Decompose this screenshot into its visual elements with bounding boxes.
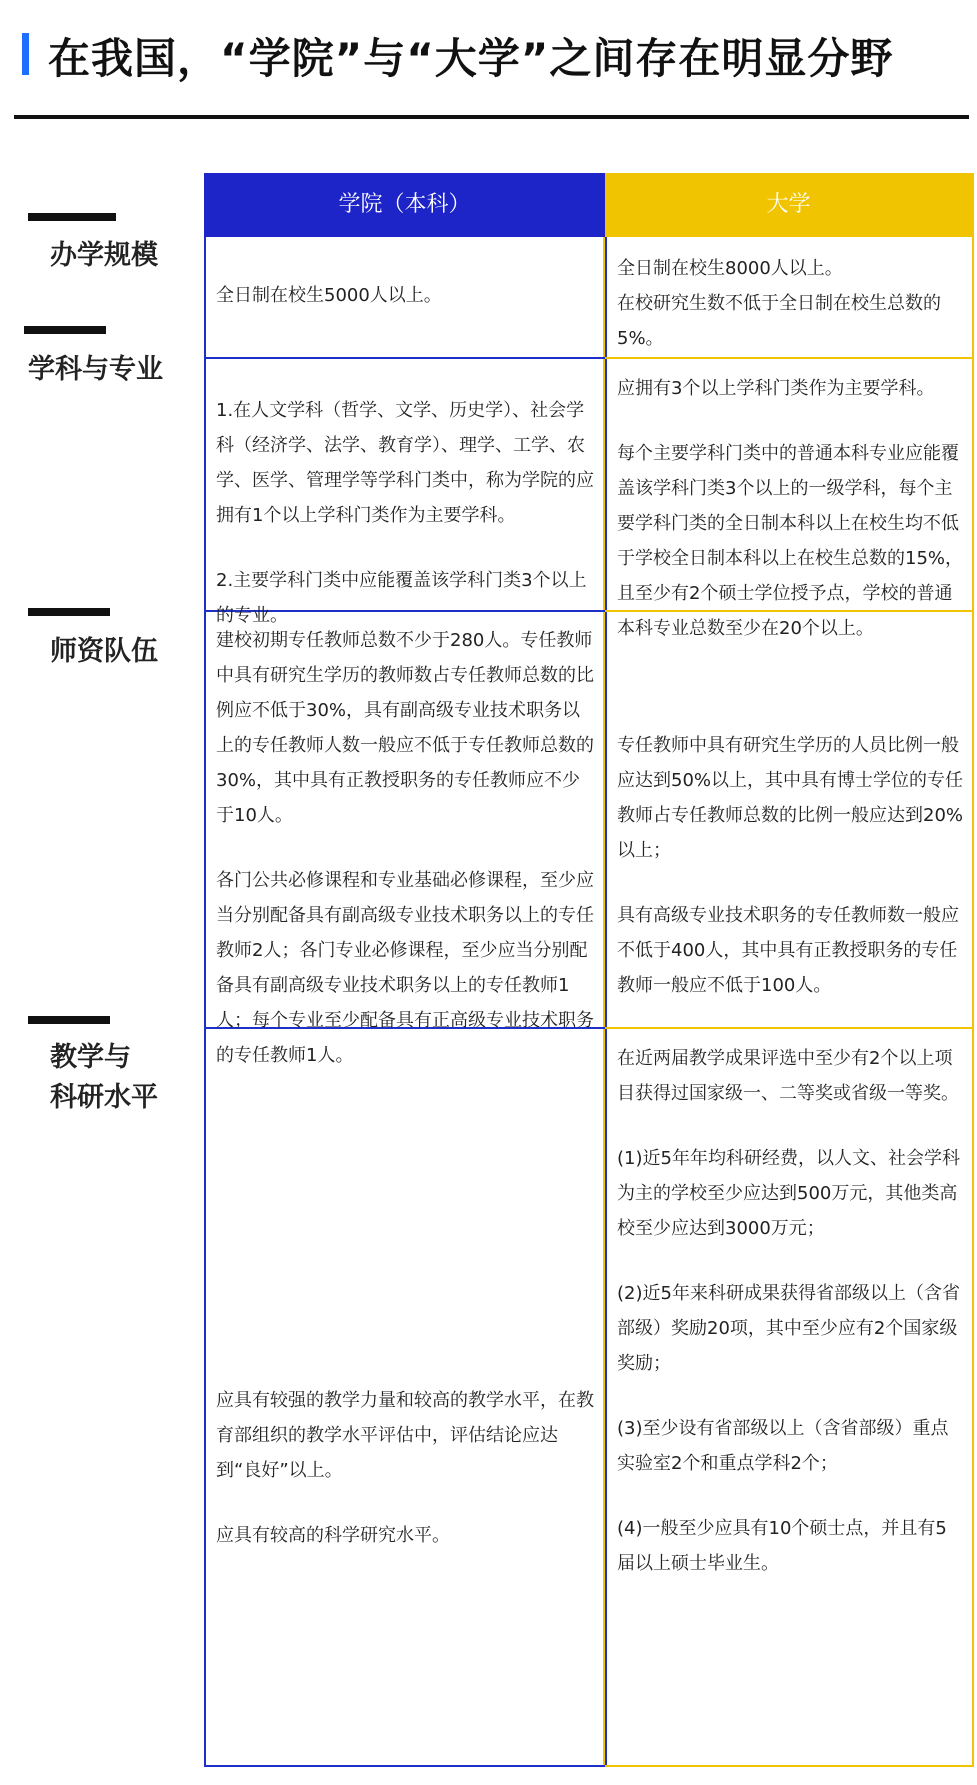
cell-discipline-college xyxy=(216,393,594,633)
title-divider xyxy=(14,115,969,119)
cell-text: 专任教师中具有研究生学历的人员比例一般应达到50%以上，其中具有博士学位的专任教师占专任教师总数的比例一般应达到20%以上； xyxy=(617,735,964,861)
row-marker-faculty xyxy=(28,608,110,616)
college-header: 学院（本科） xyxy=(204,173,605,237)
cell-text: 1.在人文学科（哲学、文学、历史学）、社会学科（经济学、法学、教育学）、理学、工学、农学、医学、管理学等学科门类中，称为学院的应拥有1个以上学科门类作为主要学科。 xyxy=(216,400,594,526)
cell-faculty-college xyxy=(216,623,594,1073)
cell-discipline-university xyxy=(617,371,963,646)
row-label-teaching-line-2: 科研水平 xyxy=(50,1082,158,1113)
row-label-teaching xyxy=(50,1038,158,1118)
cell-text: 应具有较强的教学力量和较高的教学水平，在教育部组织的教学水平评估中，评估结论应达到“良好”以上。 xyxy=(216,1390,594,1481)
row-divider xyxy=(605,357,972,359)
page-title: 在我国，“学院”与“大学”之间存在明显分野 xyxy=(48,34,894,83)
row-marker-discipline xyxy=(24,326,106,334)
cell-text: (2)近5年来科研成果获得省部级以上（含省部级）奖励20项，其中至少应有2个国家级奖励； xyxy=(617,1283,960,1374)
row-divider xyxy=(605,1027,972,1029)
comparison-table xyxy=(204,173,970,1767)
cell-text: 各门公共必修课程和专业基础必修课程，至少应当分别配备具有副高级专业技术职务以上的专任教师2人；各门专业必修课程，至少应当分别配备具有副高级专业技术职务以上的专任教师1人；每个专业至少配备具有正高级专业技术职务的专任教师1人。 xyxy=(216,870,594,1066)
cell-text: 每个主要学科门类中的普通本科专业应能覆盖该学科门类3个以上的一级学科，每个主要学科门类的全日制本科以上在校生均不低于学校全日制本科以上在校生总数的15%，且至少有2个硕士学位授予点，学校的普通本科专业总数至少在20个以上。 xyxy=(617,443,964,639)
row-divider xyxy=(204,1765,605,1767)
cell-text: 全日制在校生5000人以上。 xyxy=(216,285,442,306)
title-accent-bar xyxy=(22,33,29,75)
cell-text: 2.主要学科门类中应能覆盖该学科门类3个以上的专业。 xyxy=(216,570,587,626)
row-label-scale: 办学规模 xyxy=(50,240,158,271)
row-divider xyxy=(204,357,605,359)
cell-text: 建校初期专任教师总数不少于280人。专任教师中具有研究生学历的教师数占专任教师总数的比例应不低于30%，具有副高级专业技术职务以上的专任教师人数一般应不低于专任教师总数的30%，其中具有正教授职务的专任教师应不少于10人。 xyxy=(216,630,594,826)
cell-text: (4)一般至少应具有10个硕士点，并且有5届以上硕士毕业生。 xyxy=(617,1518,947,1574)
cell-text: 在校研究生数不低于全日制在校生总数的5%。 xyxy=(617,293,941,349)
row-marker-scale xyxy=(28,213,116,221)
row-label-faculty: 师资队伍 xyxy=(50,636,158,667)
cell-text: 应拥有3个以上学科门类作为主要学科。 xyxy=(617,378,935,399)
cell-text: 应具有较高的科学研究水平。 xyxy=(216,1525,450,1546)
cell-text: 具有高级专业技术职务的专任教师数一般应不低于400人，其中具有正教授职务的专任教师一般应不低于100人。 xyxy=(617,905,959,996)
cell-text: 全日制在校生8000人以上。 xyxy=(617,258,843,279)
cell-text: (1)近5年年均科研经费，以人文、社会学科为主的学校至少应达到500万元，其他类高校至少应达到3000万元； xyxy=(617,1148,960,1239)
university-header: 大学 xyxy=(605,173,972,237)
row-divider xyxy=(605,1765,972,1767)
cell-teaching-university xyxy=(617,1041,963,1581)
cell-text: (3)至少设有省部级以上（含省部级）重点实验室2个和重点学科2个； xyxy=(617,1418,949,1474)
row-label-teaching-line-1: 教学与 xyxy=(50,1042,131,1073)
cell-scale-college xyxy=(216,278,594,313)
cell-scale-university xyxy=(617,251,963,356)
cell-faculty-university xyxy=(617,728,963,1003)
cell-text: 在近两届教学成果评选中至少有2个以上项目获得过国家级一、二等奖或省级一等奖。 xyxy=(617,1048,959,1104)
cell-teaching-college xyxy=(216,1383,594,1553)
row-marker-teaching xyxy=(28,1016,110,1024)
row-label-discipline: 学科与专业 xyxy=(28,354,163,385)
